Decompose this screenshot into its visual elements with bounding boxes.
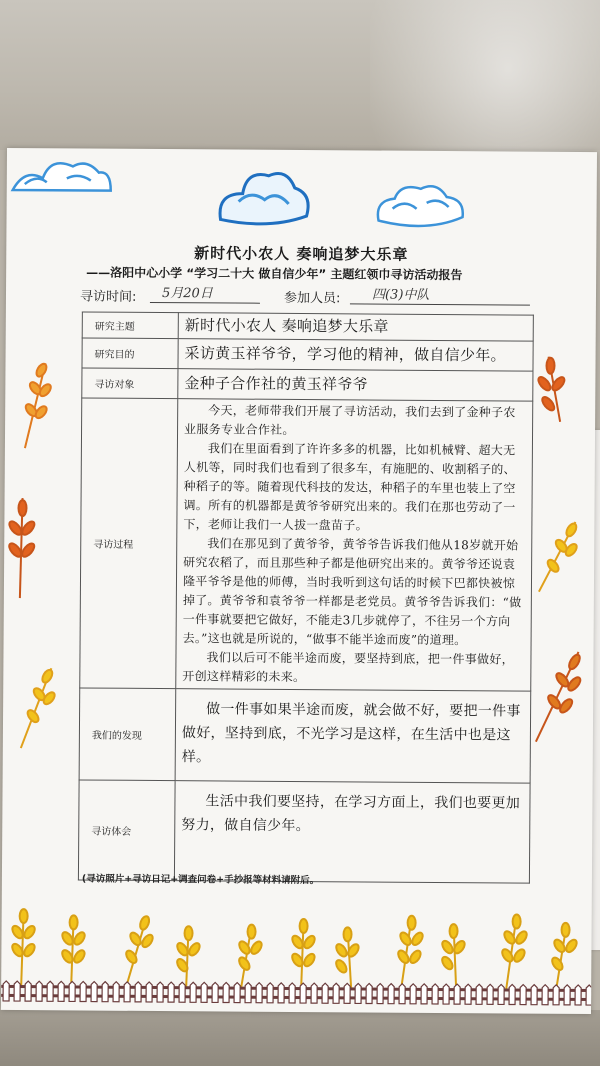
footer-note: (寻访照片+寻访日记+调查问卷+手抄报等材料请附后。 xyxy=(81,873,320,887)
wheat-icon xyxy=(124,915,155,987)
process-paragraph: 我们在里面看到了许许多多的机器，比如机械臂、超大无人机等，同时我们也看到了很多车，有施肥的、收割稻子的、种稻子的等。随着现代科技的发达，种稻子的车里也装上了空调。所有的机器都是黄爷爷研究出来的。我们在那也劳动了一下，老师让我们一人拔一盘苗子。 xyxy=(183,441,516,533)
table-row xyxy=(82,312,533,341)
row-value-process xyxy=(176,399,533,691)
fence-picket xyxy=(267,983,273,1003)
wheat-icon xyxy=(10,909,37,986)
row-label: 寻访体会 xyxy=(78,780,175,881)
fence-picket xyxy=(124,982,130,1002)
wheat-icon xyxy=(550,923,579,990)
fence-picket xyxy=(179,982,185,1002)
fence-picket xyxy=(102,982,108,1002)
table-row xyxy=(80,398,533,691)
fence-picket xyxy=(388,984,394,1004)
people-underline xyxy=(350,303,530,305)
row-value-purpose: 采访黄玉祥爷爷，学习他的精神，做自信少年。 xyxy=(178,339,533,371)
report-table xyxy=(78,311,534,883)
fence-picket xyxy=(377,984,383,1004)
table-row xyxy=(82,338,533,371)
fence-picket xyxy=(256,983,262,1003)
wheat-icon xyxy=(21,668,57,748)
fence-picket xyxy=(586,985,591,1005)
fence-picket xyxy=(300,983,306,1003)
fence-picket xyxy=(234,983,240,1003)
cloud-icon xyxy=(220,173,308,224)
table-row xyxy=(82,368,533,401)
process-paragraph: 我们以后可不能半途而废，要坚持到底，把一件事做好，开创这样精彩的未来。 xyxy=(182,650,515,685)
time-label: 寻访时间: xyxy=(79,289,137,305)
left-wheat-decorations xyxy=(3,348,66,768)
fence-picket xyxy=(531,985,537,1005)
right-wheat-decorations xyxy=(528,352,591,752)
fence-picket xyxy=(575,985,581,1005)
fence-picket xyxy=(509,984,515,1004)
fence-picket xyxy=(476,984,482,1004)
fence-picket xyxy=(410,984,416,1004)
wheat-icon xyxy=(290,919,317,988)
wheat-icon xyxy=(536,652,583,742)
fence-picket xyxy=(399,984,405,1004)
people-label: 参加人员: xyxy=(283,290,341,307)
fence-picket xyxy=(91,982,97,1002)
wheat-icon xyxy=(175,926,202,987)
wheat-icon xyxy=(60,915,87,986)
row-label: 寻访对象 xyxy=(82,368,178,399)
table-row xyxy=(78,780,530,883)
cloud-icon xyxy=(13,163,111,191)
table-row xyxy=(79,688,531,783)
wheat-icon xyxy=(500,914,529,989)
wheat-field-decoration xyxy=(1,896,592,990)
fence-picket xyxy=(454,984,460,1004)
wheat-icon xyxy=(334,927,361,988)
fence-picket xyxy=(333,983,339,1003)
fence-picket xyxy=(520,985,526,1005)
fence-picket xyxy=(355,983,361,1003)
fence-picket xyxy=(421,984,427,1004)
fence-picket xyxy=(487,984,493,1004)
row-value-findings: 做一件事如果半途而废，就会做不好，要把一件事做好，坚持到底，不光学习是这样，在生活中也是这样。 xyxy=(181,701,521,766)
row-value-topic: 新时代小农人 奏响追梦大乐章 xyxy=(178,313,533,341)
wheat-icon xyxy=(7,498,37,598)
wheat-icon xyxy=(440,924,467,989)
row-label: 寻访过程 xyxy=(80,398,178,689)
cloud-icon xyxy=(378,186,463,226)
fence-picket xyxy=(113,982,119,1002)
row-label: 研究主题 xyxy=(82,312,178,339)
fence-picket xyxy=(498,984,504,1004)
fence-picket xyxy=(14,981,20,1001)
fence-decoration xyxy=(1,980,591,1006)
process-paragraph: 今天，老师带我们开展了寻访活动，我们去到了金种子农业服务专业合作社。 xyxy=(184,403,516,437)
report-title: 新时代小农人 奏响追梦大乐章 xyxy=(194,244,409,264)
wheat-icon xyxy=(396,916,425,989)
fence-picket xyxy=(366,983,372,1003)
fence-picket xyxy=(168,982,174,1002)
row-value-subject: 金种子合作社的黄玉祥爷爷 xyxy=(178,369,533,401)
row-label: 我们的发现 xyxy=(79,688,176,781)
fence-picket xyxy=(443,984,449,1004)
report-sheet xyxy=(1,148,597,1014)
wheat-icon xyxy=(536,357,567,422)
row-label: 研究目的 xyxy=(82,338,178,369)
fence-picket xyxy=(223,982,229,1002)
report-subtitle: ——洛阳中心小学 “学习二十大 做自信少年” 主题红领巾寻访活动报告 xyxy=(86,265,463,283)
fence-picket xyxy=(212,982,218,1002)
fence-picket xyxy=(190,982,196,1002)
fence-picket xyxy=(201,982,207,1002)
wheat-icon xyxy=(23,362,53,448)
fence-picket xyxy=(36,981,42,1001)
fence-picket xyxy=(157,982,163,1002)
fence-picket xyxy=(542,985,548,1005)
wheat-icon xyxy=(539,522,579,592)
fence-picket xyxy=(3,981,9,1001)
fence-picket xyxy=(146,982,152,1002)
fence-picket xyxy=(135,982,141,1002)
meta-row xyxy=(80,283,540,308)
fence-picket xyxy=(553,985,559,1005)
row-value-reflection: 生活中我们要坚持，在学习方面上，我们也要更加努力，做自信少年。 xyxy=(181,793,521,835)
fence-picket xyxy=(311,983,317,1003)
fence-picket xyxy=(47,981,53,1001)
fence-picket xyxy=(465,984,471,1004)
fence-picket xyxy=(432,984,438,1004)
table-surface-bottom xyxy=(0,1010,600,1066)
time-underline xyxy=(150,302,260,304)
fence-picket xyxy=(344,983,350,1003)
wheat-icon xyxy=(237,925,264,988)
fence-picket xyxy=(58,981,64,1001)
fence-picket xyxy=(564,985,570,1005)
fence-picket xyxy=(322,983,328,1003)
people-value: 四(3)中队 xyxy=(371,287,430,303)
fence-picket xyxy=(245,983,251,1003)
fence-picket xyxy=(80,981,86,1001)
fence-picket xyxy=(69,981,75,1001)
time-value: 5月20日 xyxy=(161,286,213,302)
fence-picket xyxy=(25,981,31,1001)
process-paragraph: 我们在那见到了黄爷爷，黄爷爷告诉我们他从18岁就开始研究农稻了，而且那些种子都是他研究出来的。黄爷爷还说袁隆平爷爷是他的师傅，当时我听到这句话的时候下巴都快被惊掉了。黄爷爷和袁爷爷一样都是老党员。黄爷爷告诉我们：“做一件事就要把它做好，不能走3几步就停了，不往另一个方向去。”这也就是所说的，“做事不能半途而废”的道理。 xyxy=(182,536,522,648)
fence-picket xyxy=(278,983,284,1003)
fence-picket xyxy=(289,983,295,1003)
